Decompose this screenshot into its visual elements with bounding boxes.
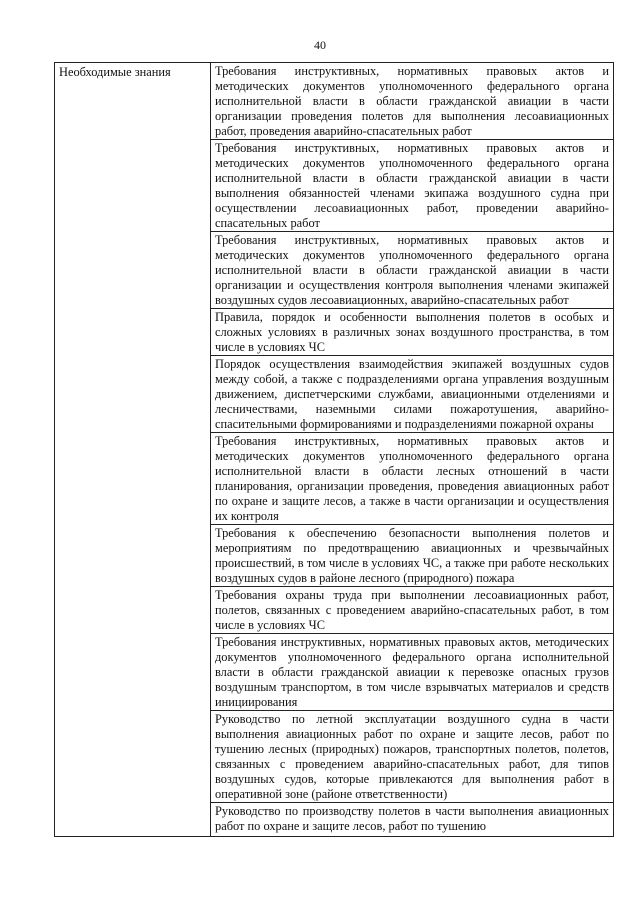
requirement-cell: Требования инструктивных, нормативных правовых актов и методических документов уполномоченного федерального органа исполнительной власти в области гражданской авиации в части организации и осуществления контроля выполнения членами экипажей воздушных судов лесоавиационных, аварийно-спасательных работ bbox=[211, 232, 614, 309]
page-number: 40 bbox=[314, 38, 326, 52]
knowledge-table bbox=[54, 62, 614, 837]
requirement-cell: Требования инструктивных, нормативных правовых актов и методических документов уполномоченного федерального органа исполнительной власти в области лесных отношений в части планирования, организации проведения, проведения авиационных работ по охране и защите лесов, а также в части организации и осуществления их контроля bbox=[211, 433, 614, 525]
requirement-cell: Требования к обеспечению безопасности выполнения полетов и мероприятиям по предотвращению авиационных и чрезвычайных происшествий, в том числе в условиях ЧС, а также при работе нескольких воздушных судов в районе лесного (природного) пожара bbox=[211, 525, 614, 587]
requirement-cell: Руководство по летной эксплуатации воздушного судна в части выполнения авиационных работ по охране и защите лесов, работ по тушению лесных (природных) пожаров, транспортных полетов, полетов, связанных с проведением аварийно-спасательных работ, для типов воздушных судов, которые привлекаются для выполнения работ в оперативной зоне (районе ответственности) bbox=[211, 711, 614, 803]
requirement-cell: Требования охраны труда при выполнении лесоавиационных работ, полетов, связанных с проведением аварийно-спасательных работ, в том числе в условиях ЧС bbox=[211, 587, 614, 634]
requirement-cell: Руководство по производству полетов в части выполнения авиационных работ по охране и защите лесов, работ по тушению bbox=[211, 803, 614, 837]
requirement-cell: Правила, порядок и особенности выполнения полетов в особых и сложных условиях в различных зонах воздушного пространства, в том числе в условиях ЧС bbox=[211, 309, 614, 356]
requirement-cell: Требования инструктивных, нормативных правовых актов и методических документов уполномоченного федерального органа исполнительной власти в области гражданской авиации в части организации проведения полетов для выполнения лесоавиационных работ, проведения аварийно-спасательных работ bbox=[211, 63, 614, 140]
requirement-cell: Требования инструктивных, нормативных правовых актов, методических документов уполномоченного федерального органа исполнительной власти в области гражданской авиации к перевозке опасных грузов воздушным транспортом, в том числе взрывчатых материалов и средств инициирования bbox=[211, 634, 614, 711]
requirement-cell: Порядок осуществления взаимодействия экипажей воздушных судов между собой, а также с подразделениями органа управления воздушным движением, диспетчерскими службами, авиационными отделениями и лесничествами, наземными силами пожаротушения, аварийно-спасительными формированиями и подразделениями пожарной охраны bbox=[211, 356, 614, 433]
requirement-cell: Требования инструктивных, нормативных правовых актов и методических документов уполномоченного федерального органа исполнительной власти в области гражданской авиации в части выполнения обязанностей членами экипажа воздушного судна при осуществлении лесоавиационных работ, проведении аварийно-спасательных работ bbox=[211, 140, 614, 232]
label-cell: Необходимые знания bbox=[55, 63, 211, 837]
table-row bbox=[55, 63, 614, 140]
